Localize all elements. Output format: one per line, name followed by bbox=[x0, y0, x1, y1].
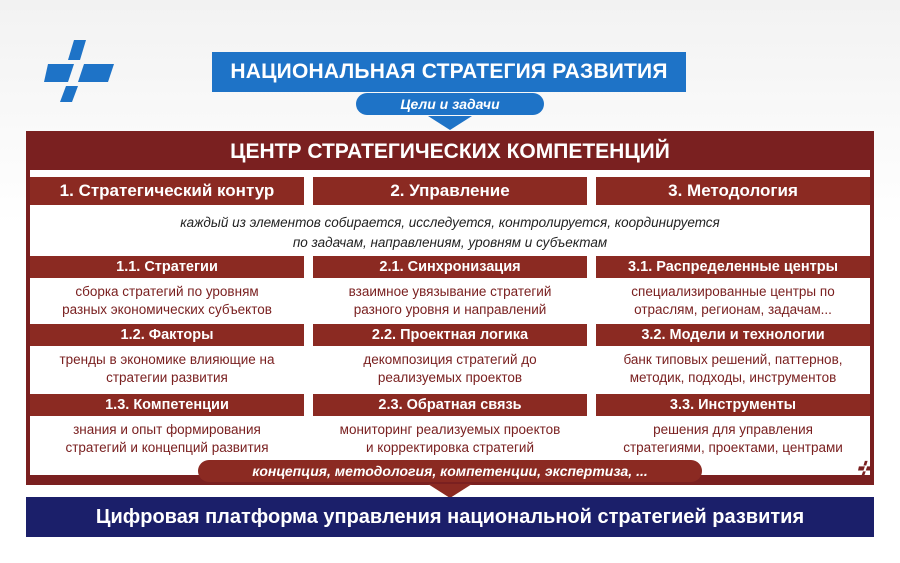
arrow-down-icon bbox=[428, 484, 472, 498]
item-line: реализуемых проектов bbox=[377, 370, 523, 385]
item-line: разного уровня и направлений bbox=[353, 302, 547, 317]
item-line: взаимное увязывание стратегий bbox=[348, 284, 552, 299]
competence-center-title: ЦЕНТР СТРАТЕГИЧЕСКИХ КОМПЕТЕНЦИЙ bbox=[230, 140, 670, 163]
logo-cross-icon bbox=[44, 40, 114, 102]
item-description bbox=[596, 283, 870, 319]
item-line: и корректировка стратегий bbox=[365, 440, 534, 455]
item-title: 3.1. Распределенные центры bbox=[596, 256, 870, 278]
item-line: стратегий и концепций развития bbox=[65, 440, 269, 455]
item-description bbox=[313, 351, 587, 387]
column-header-strategic: 1. Стратегический контур bbox=[30, 177, 304, 205]
item-description bbox=[30, 283, 304, 319]
item-title: 1.3. Компетенции bbox=[30, 394, 304, 416]
item-description bbox=[596, 351, 870, 387]
elements-note bbox=[60, 213, 840, 253]
item-title: 1.1. Стратегии bbox=[30, 256, 304, 278]
item-description bbox=[596, 421, 870, 457]
arrow-down-icon bbox=[428, 116, 472, 130]
item-line: стратегиями, проектами, центрами bbox=[623, 440, 843, 455]
note-line: по задачам, направлениям, уровням и субъектам bbox=[292, 235, 608, 250]
item-line: декомпозиция стратегий до bbox=[363, 352, 537, 367]
item-line: банк типовых решений, паттернов, bbox=[623, 352, 843, 367]
note-line: каждый из элементов собирается, исследуется, контролируется, координируется bbox=[180, 215, 720, 230]
national-strategy-title: НАЦИОНАЛЬНАЯ СТРАТЕГИЯ РАЗВИТИЯ bbox=[212, 52, 686, 92]
competencies-summary-label: концепция, методология, компетенции, экспертиза, ... bbox=[198, 460, 702, 482]
digital-platform-title: Цифровая платформа управления национальной стратегией развития bbox=[26, 497, 874, 537]
column-header-management: 2. Управление bbox=[313, 177, 587, 205]
item-description bbox=[30, 351, 304, 387]
column-header-methodology: 3. Методология bbox=[596, 177, 870, 205]
item-line: знания и опыт формирования bbox=[73, 422, 261, 437]
item-description bbox=[313, 421, 587, 457]
item-title: 2.1. Синхронизация bbox=[313, 256, 587, 278]
item-line: специализированные центры по bbox=[631, 284, 835, 299]
item-title: 2.2. Проектная логика bbox=[313, 324, 587, 346]
item-description bbox=[313, 283, 587, 319]
item-title: 3.2. Модели и технологии bbox=[596, 324, 870, 346]
item-line: разных экономических субъектов bbox=[62, 302, 272, 317]
small-logo-icon bbox=[858, 460, 874, 476]
item-title: 1.2. Факторы bbox=[30, 324, 304, 346]
item-line: стратегии развития bbox=[106, 370, 228, 385]
item-title: 2.3. Обратная связь bbox=[313, 394, 587, 416]
item-line: методик, подходы, инструментов bbox=[629, 370, 837, 385]
item-line: отраслям, регионам, задачам... bbox=[634, 302, 832, 317]
goals-label: Цели и задачи bbox=[356, 93, 544, 115]
item-line: мониторинг реализуемых проектов bbox=[339, 422, 561, 437]
item-line: решения для управления bbox=[653, 422, 813, 437]
item-line: тренды в экономике влияющие на bbox=[59, 352, 275, 367]
item-title: 3.3. Инструменты bbox=[596, 394, 870, 416]
item-description bbox=[30, 421, 304, 457]
item-line: сборка стратегий по уровням bbox=[75, 284, 259, 299]
